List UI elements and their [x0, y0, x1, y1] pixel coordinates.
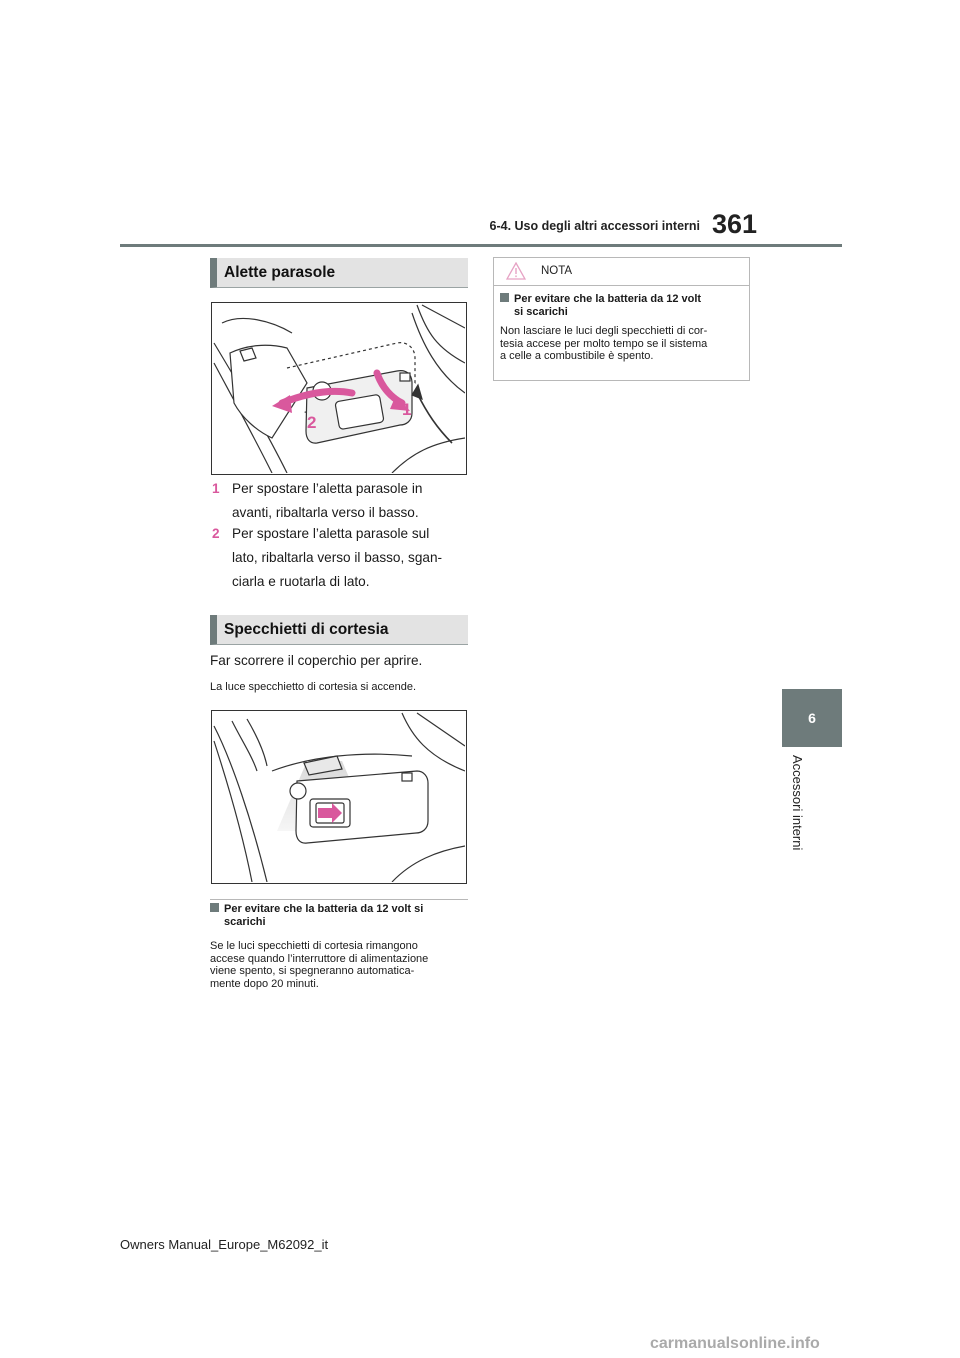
section-heading-vanity-mirrors: Specchietti di cortesia [210, 615, 468, 645]
section-heading-sun-visors: Alette parasole [210, 258, 468, 288]
figure-label-2: 2 [307, 413, 317, 432]
battery-note-line: mente dopo 20 minuti. [210, 977, 319, 990]
step-number: 2 [212, 526, 220, 541]
nota-body-line: a celle a combustibile è spento. [500, 350, 654, 362]
page-number: 361 [712, 209, 758, 239]
square-bullet-icon [500, 293, 509, 302]
nota-body-line: tesia accese per molto tempo se il sistema [500, 337, 708, 350]
vanity-light-note: La luce specchietto di cortesia si accende. [210, 681, 417, 693]
battery-note-body [210, 940, 472, 990]
chapter-tab[interactable] [782, 689, 842, 747]
nota-title: NOTA [541, 265, 573, 277]
step-text-line: Per spostare l’aletta parasole sul [232, 526, 430, 541]
chapter-title: Accessori interni [790, 755, 805, 851]
vanity-mirror-illustration [211, 710, 467, 884]
nota-heading-line: si scarichi [514, 306, 568, 318]
header-rule [120, 244, 842, 247]
nota-box [493, 257, 750, 381]
step-text-line: avanti, ribaltarla verso il basso. [232, 505, 419, 520]
nota-heading-line: Per evitare che la batteria da 12 volt [514, 293, 702, 305]
footer-manual-id: Owners Manual_Europe_M62092_it [120, 1237, 329, 1252]
chapter-number: 6 [808, 710, 816, 726]
battery-note-line: Se le luci specchietti di cortesia rimangono [210, 940, 418, 952]
step-text-line: lato, ribaltarla verso il basso, sgan- [232, 550, 443, 565]
warning-triangle-icon [506, 262, 526, 280]
battery-note-line: accese quando l’interruttore di alimentazione [210, 952, 429, 965]
battery-note-heading-line: Per evitare che la batteria da 12 volt si [224, 903, 424, 915]
step-2 [210, 522, 470, 594]
step-text-line: ciarla e ruotarla di lato. [232, 574, 370, 589]
divider [210, 899, 468, 900]
step-number: 1 [212, 481, 220, 496]
step-text-line: Per spostare l’aletta parasole in [232, 481, 423, 496]
header-section-title: 6-4. Uso degli altri accessori interni [489, 219, 700, 233]
nota-body [500, 325, 745, 363]
figure-label-1: 1 [402, 400, 412, 419]
square-bullet-icon [210, 903, 219, 912]
nota-body-line: Non lasciare le luci degli specchietti di cor- [500, 325, 708, 337]
battery-note-heading-line: scarichi [224, 916, 266, 928]
battery-note-heading [210, 903, 472, 929]
step-1 [210, 477, 470, 525]
watermark: carmanualsonline.info [650, 1335, 820, 1352]
vanity-instruction: Far scorrere il coperchio per aprire. [210, 653, 423, 668]
nota-heading [500, 293, 745, 319]
sun-visor-illustration [211, 302, 467, 475]
nota-header [494, 258, 749, 286]
battery-note-line: viene spento, si spegneranno automatica- [210, 965, 415, 977]
